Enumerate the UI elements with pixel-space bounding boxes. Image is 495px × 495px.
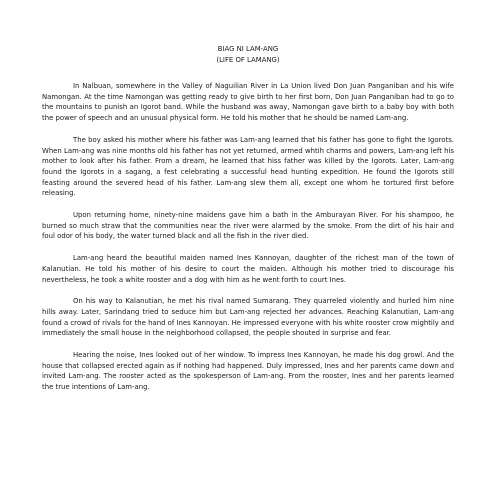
paragraph-6: Hearing the noise, Ines looked out of her window. To impress Ines Kannoyan, he made his dog growl. And the house that collapsed erected again as if nothing had happened. Duly impressed, Ines and her parents came down and invited Lam-ang. The rooster acted as the spokesperson of Lam-ang. From the rooster, Ines and her parents learned the true intentions of Lam-ang. [42,351,454,392]
document-subtitle: (LIFE OF LAMANG) [216,55,280,64]
paragraph-5: On his way to Kalanutian, he met his rival named Sumarang. They quarreled violently and hurled him nine hills away. Later, Sarindang tried to seduce him but Lam-ang rejected her advances. Reaching Kalanutian, Lam-ang found a crowd of rivals for the hand of Ines Kannoyan. He impressed everyone with his white rooster crow mightily and immediately the small house in the neighborhood collapsed, the people shouted in surprise and fear. [42,297,454,338]
document-title: BIAG NI LAM-ANG [217,45,279,53]
paragraph-2: The boy asked his mother where his father was Lam-ang learned that his father has gone to fight the Igorots. When Lam-ang was nine months old his father has not yet returned, armed whtih charms and powers, Lam-ang left his mother to look after his father. From a dream, he learned that hiss father was killed by the Igorots. Later, Lam-ang found the Igorots in a sagang, a fest celebrating a successful head hunting expedition. He found the Igorots still feasting around the severed head of his father. Lam-ang slew them all, except one whom he tortured first before releasing. [42,135,454,198]
paragraph-3: Upon returning home, ninety-nine maidens gave him a bath in the Amburayan River. For his shampoo, he burned so much straw that the communities near the river were alarmed by the smoke. From the dirt of his hair and foul odor of his body, the water turned black and all the fish in the river died. [42,211,454,241]
document-body [42,44,454,404]
paragraph-1: In Nalbuan, somewhere in the Valley of Naguilian River in La Union lived Don Juan Panganiban and his wife Namongan. At the time Namongan was getting ready to give birth to her first born, Don Juan Panganiban had to go to the mountains to punish an Igorot band. While the husband was away, Namongan gave birth to a baby boy with both the power of speech and an unusual physical form. He told his mother that he should be named Lam-ang. [42,82,454,123]
paragraph-4: Lam-ang heard the beautiful maiden named Ines Kannoyan, daughter of the richest man of the town of Kalanutian. He told his mother of his desire to court the maiden. Although his mother tried to discourage his nevertheless, he took a white rooster and a dog with him as he went forth to court Ines. [42,254,454,284]
